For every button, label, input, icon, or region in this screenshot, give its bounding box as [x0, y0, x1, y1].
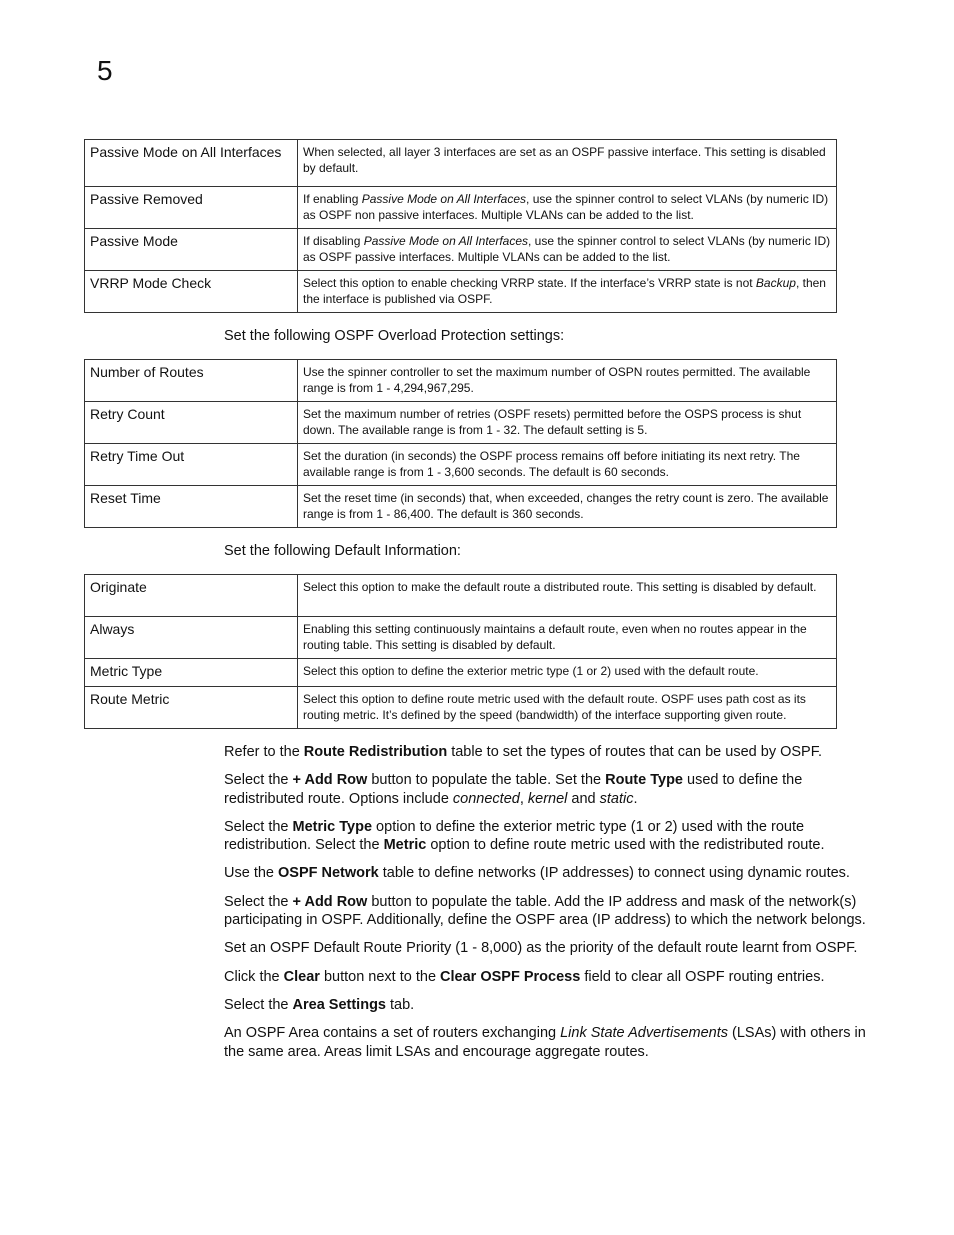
text-run: If disabling: [303, 234, 364, 248]
bold-text: Route Type: [605, 772, 683, 789]
italic-text: Passive Mode on All Interfaces: [361, 192, 527, 206]
table-row: [85, 271, 837, 313]
term-cell: Route Metric: [85, 687, 298, 729]
description-cell: [298, 444, 837, 486]
table-row: [85, 360, 837, 402]
text-run: Click the: [224, 968, 284, 985]
text-run: Select the: [224, 996, 293, 1013]
term-cell: Retry Count: [85, 402, 298, 444]
text-run: ,: [519, 790, 528, 807]
text-run: option to define route metric used with the redistributed route.: [426, 837, 825, 854]
text-run: Select the: [224, 818, 293, 835]
text-run: button next to the: [319, 968, 441, 985]
text-run: When selected, all layer 3 interfaces are set as an OSPF passive interface. This setting is disabled by default.: [303, 145, 826, 175]
description-cell: [298, 617, 837, 659]
table-row: [85, 575, 837, 617]
default-information-intro: Set the following Default Information:: [224, 543, 461, 559]
text-run: , use the spinner control to select VLANs (by numeric ID) as OSPF non passive interfaces. Multiple VLANs can be added to the list.: [303, 192, 829, 222]
table-row: [85, 687, 837, 729]
text-run: tab.: [386, 996, 415, 1013]
bold-text: Route Redistribution: [303, 744, 448, 760]
text-run: Use the spinner controller to set the maximum number of OSPN routes permitted. The available range is from 1 - 4,294,967,295.: [303, 365, 811, 395]
bold-text: Area Settings: [292, 996, 386, 1013]
paragraph: [224, 864, 874, 882]
table-row: [85, 140, 837, 187]
italic-text: kernel: [527, 790, 568, 807]
description-cell: [298, 140, 837, 187]
description-cell: [298, 229, 837, 271]
paragraph: [224, 996, 874, 1014]
text-run: Select the: [224, 772, 293, 789]
term-cell: Retry Time Out: [85, 444, 298, 486]
text-run: Select this option to enable checking VRRP state. If the interface’s VRRP state is not: [303, 276, 756, 290]
text-run: If enabling: [303, 192, 362, 206]
term-cell: Passive Mode on All Interfaces: [85, 140, 298, 187]
table-row: [85, 659, 837, 687]
text-run: Enabling this setting continuously maintains a default route, even when no routes appear in the routing table. This setting is disabled by default.: [303, 622, 807, 652]
term-cell: Metric Type: [85, 659, 298, 687]
text-run: option to define the exterior metric type (1 or 2) used with the route redistribution. Select the: [224, 818, 805, 854]
description-cell: [298, 486, 837, 528]
text-run: (LSAs) with others in the same area. Areas limit LSAs and encourage aggregate routes.: [224, 1025, 866, 1060]
term-cell: Passive Mode: [85, 229, 298, 271]
ospf-passive-settings-table: [84, 139, 837, 313]
text-run: Set the maximum number of retries (OSPF resets) permitted before the OSPS process is shut down. The available range is from 1 - 32. The default setting is 5.: [303, 407, 802, 437]
bold-text: Metric: [383, 837, 427, 854]
text-run: table to define networks (IP addresses) to connect using dynamic routes.: [378, 865, 850, 882]
text-run: Select this option to define the exterior metric type (1 or 2) used with the default route.: [303, 664, 759, 678]
text-run: Refer to the: [224, 744, 304, 760]
body-text: [224, 743, 874, 1071]
paragraph: [224, 968, 874, 986]
paragraph: [224, 771, 874, 808]
description-cell: [298, 187, 837, 229]
paragraph: [224, 1024, 874, 1061]
paragraph: [224, 893, 874, 930]
text-run: An OSPF Area contains a set of routers exchanging: [224, 1025, 561, 1042]
paragraph: [224, 743, 874, 761]
term-cell: Originate: [85, 575, 298, 617]
description-cell: [298, 575, 837, 617]
italic-text: static: [599, 790, 634, 807]
table-row: [85, 444, 837, 486]
description-cell: [298, 687, 837, 729]
term-cell: Passive Removed: [85, 187, 298, 229]
italic-text: Backup: [755, 276, 796, 290]
table-row: [85, 402, 837, 444]
text-run: table to set the types of routes that can be used by OSPF.: [447, 744, 822, 760]
italic-text: Passive Mode on All Interfaces: [363, 234, 529, 248]
text-run: Use the: [224, 865, 278, 882]
bold-text: Clear OSPF Process: [440, 968, 581, 985]
bold-text: OSPF Network: [278, 865, 379, 882]
table-row: [85, 486, 837, 528]
text-run: button to populate the table. Add the IP address and mask of the network(s) participating in OSPF. Additionally, define the OSPF area (IP address) to which the network belongs.: [224, 893, 866, 929]
text-run: Select this option to make the default route a distributed route. This setting is disabled by default.: [303, 580, 817, 594]
italic-text: Link State Advertisements: [560, 1025, 729, 1042]
bold-text: Clear: [283, 968, 320, 985]
description-cell: [298, 360, 837, 402]
table-row: [85, 187, 837, 229]
text-run: Select the: [224, 893, 293, 910]
overload-protection-intro: Set the following OSPF Overload Protection settings:: [224, 328, 565, 344]
text-run: Set the duration (in seconds) the OSPF process remains off before initiating its next retry. The available range is from 1 - 3,600 seconds. The default is 60 seconds.: [303, 449, 800, 479]
table-row: [85, 617, 837, 659]
text-run: .: [633, 790, 638, 807]
text-run: , use the spinner control to select VLANs (by numeric ID) as OSPF passive interfaces. Multiple VLANs can be added to the list.: [303, 234, 831, 264]
text-run: field to clear all OSPF routing entries.: [580, 968, 825, 985]
bold-text: + Add Row: [292, 772, 368, 789]
text-run: Select this option to define route metric used with the default route. OSPF uses path cost as its routing metric. It’s defined by the speed (bandwidth) of the interface supporting given route.: [303, 692, 806, 722]
text-run: and: [567, 790, 600, 807]
term-cell: Always: [85, 617, 298, 659]
text-run: Set an OSPF Default Route Priority (1 - 8,000) as the priority of the default route learnt from OSPF.: [224, 940, 858, 957]
text-run: button to populate the table. Set the: [367, 772, 606, 789]
table-row: [85, 229, 837, 271]
text-run: Set the reset time (in seconds) that, when exceeded, changes the retry count is zero. The available range is from 1 - 86,400. The default is 360 seconds.: [303, 491, 829, 521]
text-run: used to define the redistributed route. Options include: [224, 772, 803, 807]
bold-text: Metric Type: [292, 818, 373, 835]
paragraph: [224, 939, 874, 957]
term-cell: Reset Time: [85, 486, 298, 528]
description-cell: [298, 271, 837, 313]
italic-text: connected: [452, 790, 520, 807]
chapter-number: 5: [97, 55, 113, 86]
overload-protection-table: [84, 359, 837, 528]
default-information-table: [84, 574, 837, 729]
bold-text: + Add Row: [292, 893, 368, 910]
term-cell: Number of Routes: [85, 360, 298, 402]
term-cell: VRRP Mode Check: [85, 271, 298, 313]
paragraph: [224, 818, 874, 855]
text-run: , then the interface is published via OSPF.: [303, 276, 826, 306]
description-cell: [298, 659, 837, 687]
description-cell: [298, 402, 837, 444]
